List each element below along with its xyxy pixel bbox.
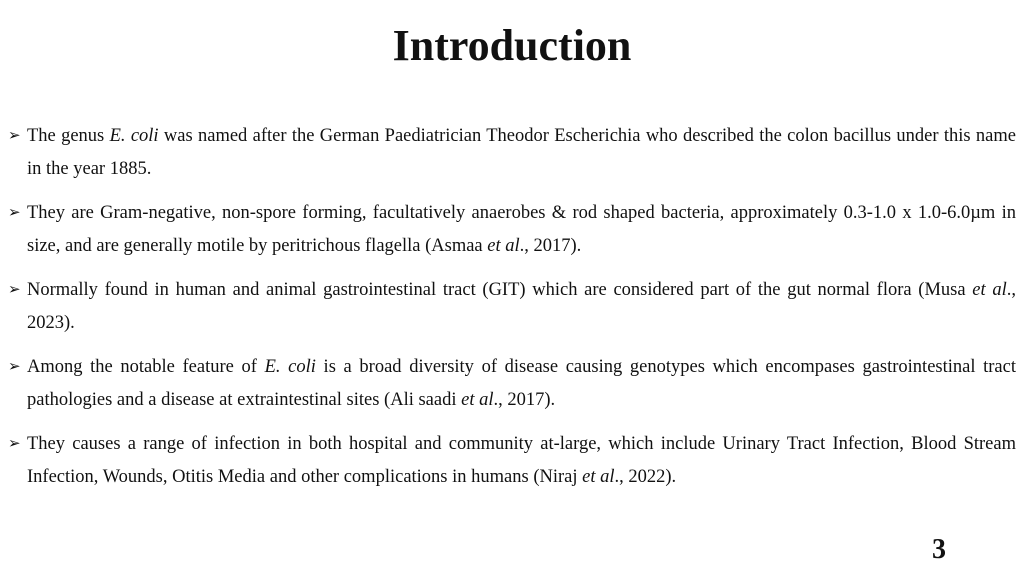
bullet-item xyxy=(8,197,1016,263)
bullet-item xyxy=(8,120,1016,186)
bullet-list xyxy=(8,120,1016,505)
arrow-bullet-icon: ➢ xyxy=(8,128,21,144)
italic-text-segment: et al xyxy=(582,467,615,487)
italic-text-segment: et al xyxy=(972,280,1007,300)
bullet-item xyxy=(8,274,1016,340)
text-segment: They causes a range of infection in both hospital and community at-large, which include Urinary Tract Infection, Blood Stream Infection, Wounds, Otitis Media and other complications in humans (Niraj xyxy=(27,434,1016,487)
bullet-item xyxy=(8,428,1016,494)
italic-text-segment: E. coli xyxy=(264,357,316,377)
text-segment: The genus xyxy=(27,126,110,146)
text-segment: ., 2017). xyxy=(519,236,582,256)
arrow-bullet-icon: ➢ xyxy=(8,436,21,452)
text-segment: ., 2023). xyxy=(27,280,1016,333)
text-segment: They are Gram-negative, non-spore forming, facultatively anaerobes & rod shaped bacteria, approximately 0.3-1.0 x 1.0-6.0µm in size, and are generally motile by peritrichous flagella (Asmaa xyxy=(27,203,1016,256)
text-segment: Among the notable feature of xyxy=(27,357,265,377)
text-segment: ., 2022). xyxy=(614,467,677,487)
arrow-bullet-icon: ➢ xyxy=(8,205,21,221)
slide-title: Introduction xyxy=(392,21,632,70)
arrow-bullet-icon: ➢ xyxy=(8,282,21,298)
italic-text-segment: E. coli xyxy=(109,126,159,146)
text-segment: ., 2017). xyxy=(493,390,556,410)
bullet-item xyxy=(8,351,1016,417)
italic-text-segment: et al xyxy=(487,236,520,256)
text-segment: Normally found in human and animal gastrointestinal tract (GIT) which are considered part of the gut normal flora (Musa xyxy=(27,280,973,300)
text-segment: is a broad diversity of disease causing genotypes which encompases gastrointestinal tract pathologies and a disease at extraintestinal sites (Ali saadi xyxy=(27,357,1016,410)
arrow-bullet-icon: ➢ xyxy=(8,359,21,375)
page-number: 3 xyxy=(932,534,946,565)
italic-text-segment: et al xyxy=(461,390,494,410)
text-segment: was named after the German Paediatrician Theodor Escherichia who described the colon bacillus under this name in the year 1885. xyxy=(27,126,1016,179)
